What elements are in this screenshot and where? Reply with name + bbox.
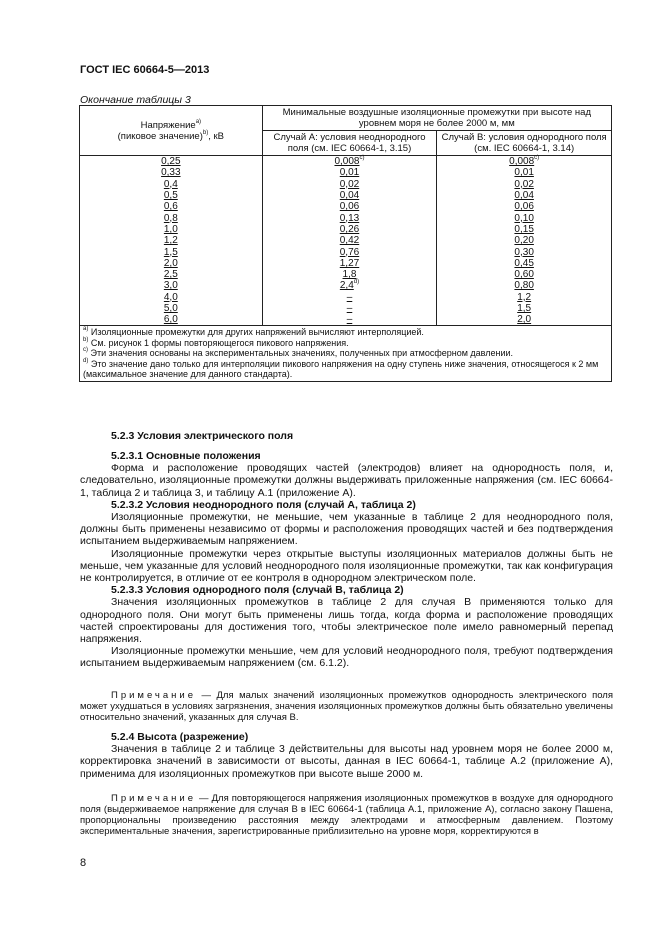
paragraph: Значения изоляционных промежутков в таблице 2 для случая В применяются только для однородного поля. Они могут быть применены лишь тогда, когда форма и расположение проводящих частей спроектированы для достижения того, чтобы электрическое поле имело равномерный перепад напряжения. [80,596,613,646]
voltage-cell: 0,4 [80,179,263,190]
voltage-cell: 5,0 [80,303,263,314]
paragraph: Изоляционные промежутки меньшие, чем для условий неоднородного поля, требуют подтверждения испытанием выдерживаемым напряжением (см. 6.1.2). [80,645,613,670]
case-a-cell: 0,06 [262,201,437,212]
case-b-cell: 0,60 [437,269,612,280]
case-b-cell: 0,04 [437,190,612,201]
table-row [80,280,612,291]
heading-5-2-4: 5.2.4 Высота (разрежение) [111,731,249,743]
case-a-cell: 0,02 [262,179,437,190]
voltage-cell: 6,0 [80,314,263,326]
footnote-marker: d) [353,279,360,286]
paragraph: Значения в таблице 2 и таблице 3 действительны для высоты над уровнем моря не более 2000 м, корректировка значений в зависимости от высоты, данная в IEC 60664-1, таблице А.2 (приложение А), применима для изоляционных промежутков при высоте выше 2000 м. [80,743,613,780]
note-text: — Для повторяющегося напряжения изоляционных промежутков в воздухе для однородного поля (выдерживаемое напряжение для случая В в IEC 60664-1 (таблица А.1, приложение А), согласно закону Пашена, пропорциональны произведению расстояния между электродами и атмосферным давлением. Поэтому экспериментальные значения, зарегистрированные приблизительно на уровне моря, корректируются в [80,793,613,837]
table-row [80,292,612,303]
case-b-cell: 0,80 [437,280,612,291]
voltage-cell: 2,5 [80,269,263,280]
table-row [80,258,612,269]
case-a-cell: 0,76 [262,246,437,257]
table-row [80,314,612,326]
document-title: ГОСТ IEC 60664-5—2013 [80,64,210,76]
footnote-marker: c) [534,155,540,162]
table-row [80,179,612,190]
note-text: — Для малых значений изоляционных промежутков однородность электрического поля может ухудшаться в условиях загрязнения, значения изоляционных промежутков должны быть обязательно увеличены относительно значений, указанных для случая В. [80,690,613,723]
voltage-cell: 1,5 [80,246,263,257]
case-a-cell: 0,26 [262,224,437,235]
case-b-cell: 1,5 [437,303,612,314]
voltage-cell: 0,5 [80,190,263,201]
section-5-2-3 [80,430,613,442]
section-5-2-4 [80,731,613,780]
case-a-cell: 2,4$^{d)}$ [262,280,437,291]
footnote: $^{d)}$ Это значение дано только для интерполяции пикового напряжения на одну ступень ниже значения, относящегося к 2 мм (максимальное значение для данного стандарта). [83,357,599,380]
table-row [80,269,612,280]
case-a-cell: 0,42 [262,235,437,246]
case-b-cell: 0,20 [437,235,612,246]
voltage-cell: 0,25 [80,156,263,168]
table-row [80,235,612,246]
table-footnotes [80,326,612,382]
footnote-marker: c) [359,155,365,162]
voltage-cell: 2,0 [80,258,263,269]
case-b-cell: 0,06 [437,201,612,212]
case-a-cell: – [262,314,437,326]
case-a-cell: 0,008$^{c)}$ [262,156,437,168]
voltage-column-header: Напряжение$^{a)}$ (пиковое значение)$^{b)}$, кВ [80,106,263,156]
voltage-cell: 0,6 [80,201,263,212]
note-1 [80,690,613,723]
case-b-cell: 0,02 [437,179,612,190]
footnote: $^{a)}$ Изоляционные промежутки для других напряжений вычисляют интерполяцией. [83,326,424,338]
voltage-cell: 1,2 [80,235,263,246]
heading-5-2-3-2: 5.2.3.2 Условия неоднородного поля (случай А, таблица 2) [111,498,416,511]
voltage-cell: 0,33 [80,167,263,178]
case-a-cell: 0,01 [262,167,437,178]
paragraph: Форма и расположение проводящих частей (электродов) влияет на однородность поля, и, следовательно, изоляционные промежутки должны выдерживать приложенные напряжения (см. IEC 60664-1, таблица 2 и таблица 3, и таблицу А.1 (приложение А). [80,462,613,499]
section-5-2-3-1 [80,450,613,670]
table-caption: Окончание таблицы 3 [80,94,191,106]
case-b-cell: 0,01 [437,167,612,178]
table-row [80,303,612,314]
case-b-cell: 0,008$^{c)}$ [437,156,612,168]
footnote: $^{b)}$ См. рисунок 1 формы повторяющегося пикового напряжения. [83,336,349,348]
case-b-header: Случай В: условия однородного поля (см. IEC 60664-1, 3.14) [437,131,612,156]
case-a-cell: 1,8 [262,269,437,280]
page-number: 8 [80,857,87,869]
case-a-header: Случай А: условия неоднородного поля (см. IEC 60664-1, 3.15) [262,131,437,156]
case-a-cell: 0,13 [262,212,437,223]
case-a-cell: 1,27 [262,258,437,269]
voltage-cell: 4,0 [80,292,263,303]
table-row [80,167,612,178]
case-b-cell: 0,45 [437,258,612,269]
note-label: Примечание [111,793,196,804]
note-2 [80,793,613,837]
case-b-cell: 0,15 [437,224,612,235]
case-b-cell: 0,10 [437,212,612,223]
case-b-cell: 1,2 [437,292,612,303]
heading-5-2-3: 5.2.3 Условия электрического поля [111,430,294,442]
paragraph: Изоляционные промежутки через открытые выступы изоляционных материалов должны быть не меньше, чем указанные для условий неоднородного поля изоляционные промежутки, так как конфигурация не контролируется, в отличие от ее контроля в однородном электрическом поле. [80,547,613,585]
footnote: $^{c)}$ Эти значения основаны на экспериментальных значениях, полученных при атмосферном давлении. [83,347,514,359]
heading-5-2-3-1: 5.2.3.1 Основные положения [111,450,261,462]
table-row [80,224,612,235]
clearance-table [79,105,612,382]
case-b-cell: 0,30 [437,246,612,257]
voltage-cell: 1,0 [80,224,263,235]
case-b-cell: 2,0 [437,314,612,326]
case-a-cell: – [262,303,437,314]
table-row [80,201,612,212]
voltage-cell: 3,0 [80,280,263,291]
table-row [80,246,612,257]
note-label: Примечание [111,690,196,701]
heading-5-2-3-3: 5.2.3.3 Условия однородного поля (случай В, таблица 2) [111,584,404,597]
paragraph: Изоляционные промежутки, не меньшие, чем указанные в таблице 2 для неоднородного поля, должны быть применены независимо от формы и расположения проводящих частей и без подтверждения испытанием выдерживаемым напряжением. [80,511,613,548]
case-a-cell: 0,04 [262,190,437,201]
case-a-cell: – [262,292,437,303]
voltage-cell: 0,8 [80,212,263,223]
table-row [80,156,612,168]
clearance-group-header: Минимальные воздушные изоляционные промежутки при высоте над уровнем моря не более 2000 м, мм [262,106,611,131]
table-row [80,190,612,201]
table-row [80,212,612,223]
